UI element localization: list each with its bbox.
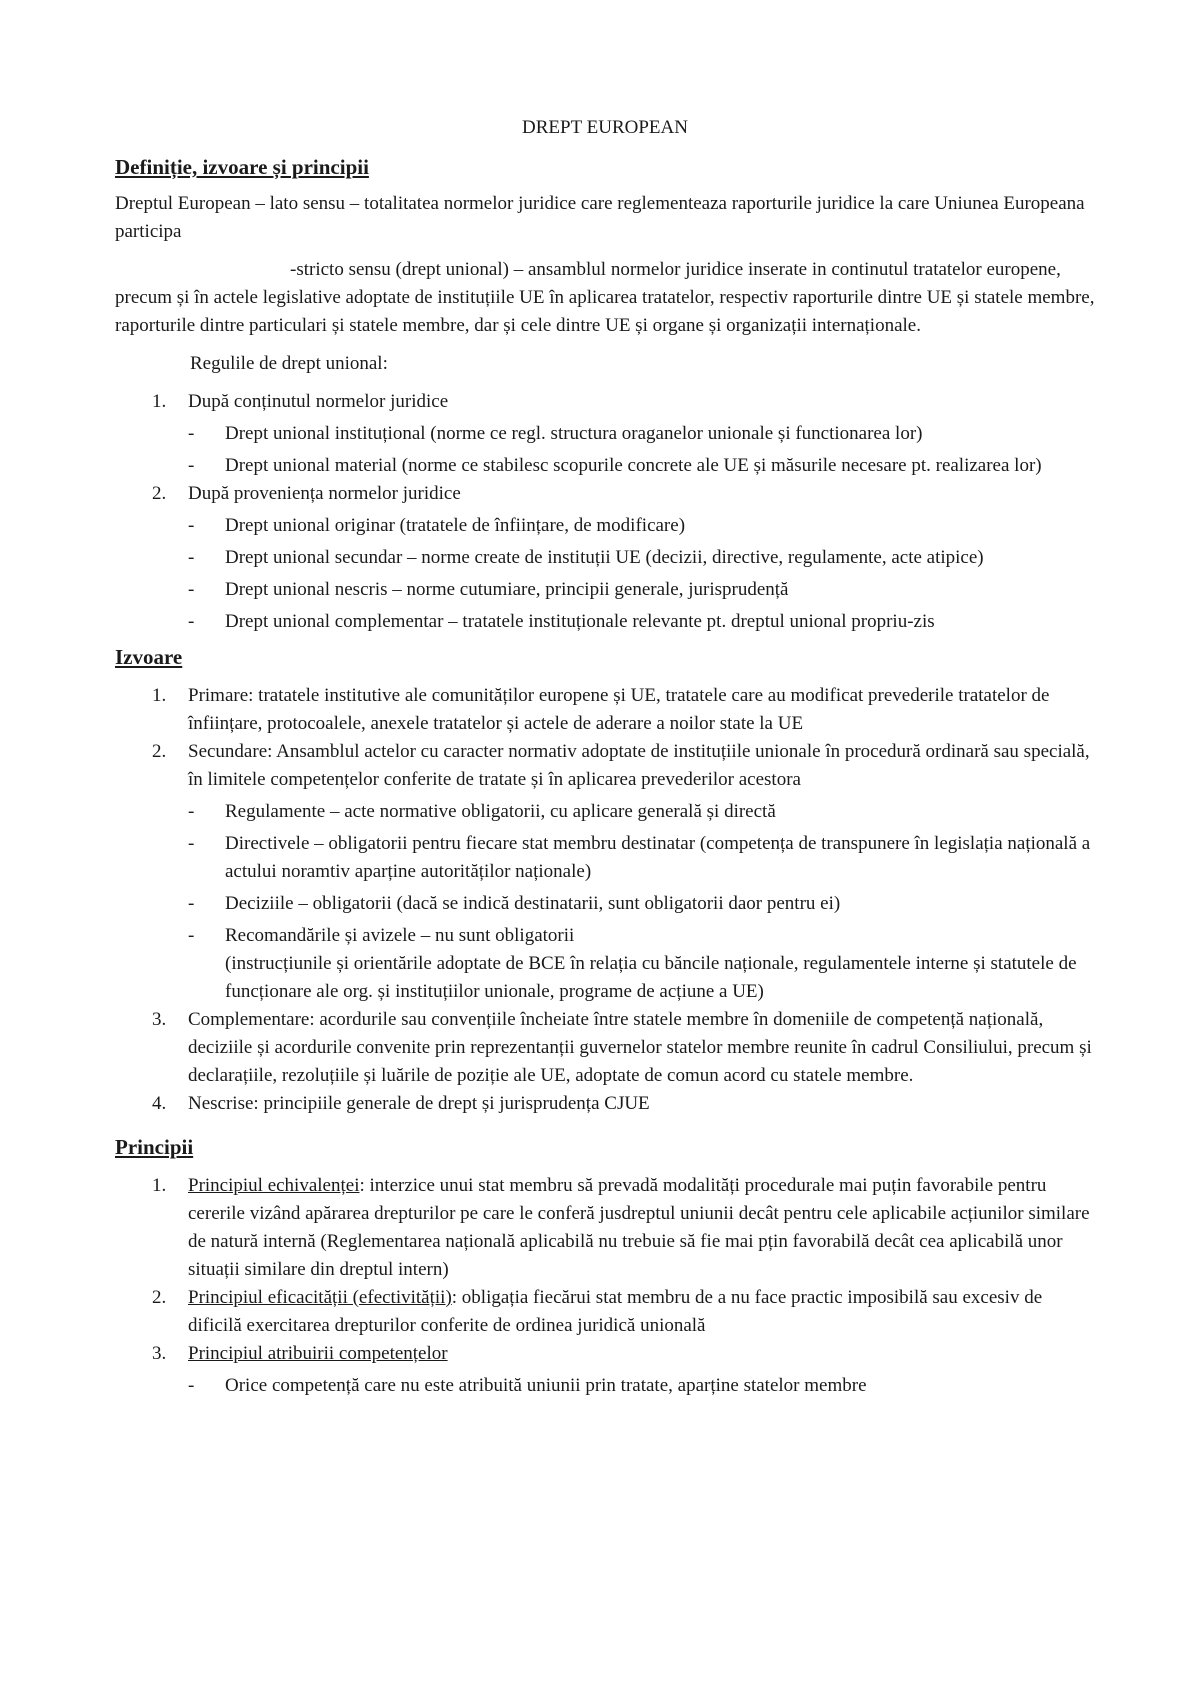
sub-list-item-text: Orice competență care nu este atribuită uniunii prin tratate, aparține statelor membre — [225, 1375, 867, 1396]
principle-label: Principiul echivalenței — [188, 1175, 360, 1196]
sub-list-item — [188, 1372, 1095, 1400]
list-number: 1. — [152, 1175, 167, 1196]
sub-list-item — [188, 544, 1095, 572]
list-item — [115, 1340, 1095, 1400]
document-body — [115, 114, 1095, 1400]
list-number: 4. — [152, 1093, 167, 1114]
sub-list — [188, 1372, 1095, 1400]
list-number: 3. — [152, 1009, 167, 1030]
sub-list-item-text: Regulamente – acte normative obligatorii, cu aplicare generală și directă — [225, 801, 776, 822]
paragraph-lato-sensu: Dreptul European – lato sensu – totalitatea normelor juridice care reglementeaza raporturile juridice la care Uniunea Europeana participa — [115, 193, 1085, 242]
sub-list-item — [188, 890, 1095, 918]
list-item-text: După conținutul normelor juridice — [188, 391, 449, 412]
sub-list-item-text: Deciziile – obligatorii (dacă se indică destinatarii, sunt obligatorii daor pentru ei) — [225, 893, 841, 914]
sub-list-item — [188, 608, 1095, 636]
dash-bullet: - — [188, 423, 195, 444]
sub-list-item-note: (instrucțiunile și orientările adoptate de BCE în relația cu băncile naționale, regulamentele interne și statutele de funcționare ale org. și instituțiilor unionale, programe de acțiune a UE) — [225, 953, 1077, 1002]
sub-list-item-text: Drept unional material (norme ce stabilesc scopurile concrete ale UE și măsurile necesare pt. realizarea lor) — [225, 455, 1042, 476]
paragraph-reguli: Regulile de drept unional: — [190, 353, 388, 374]
paragraph-stricto-sensu: -stricto sensu (drept unional) – ansamblul normelor juridice inserate in continutul tratatelor europene, precum și în actele legislative adoptate de instituțiile UE în aplicarea tratatelor, respectiv raporturile dintre UE și statele membre, raporturile dintre particulari și statele membre, dar și cele dintre UE și organe și organizații internaționale. — [115, 259, 1095, 336]
principle-label: Principiul atribuirii competențelor — [188, 1343, 448, 1364]
list-item — [115, 1172, 1095, 1284]
sub-list-item — [188, 830, 1095, 886]
document-title: DREPT EUROPEAN — [522, 117, 688, 138]
list-izvoare — [115, 682, 1095, 1118]
sub-list-item — [188, 922, 1095, 1006]
section-heading-principii: Principii — [115, 1135, 194, 1159]
list-item — [115, 1006, 1095, 1090]
sub-list — [188, 798, 1095, 1006]
dash-bullet: - — [188, 833, 195, 854]
list-item — [115, 480, 1095, 636]
sub-list — [188, 420, 1095, 480]
list-item — [115, 1090, 1095, 1118]
list-item-text: Primare: tratatele institutive ale comunităților europene și UE, tratatele care au modificat prevederile tratatelor de înființare, protocoalele, anexele tratatelor și actele de aderare a noilor state la UE — [188, 685, 1050, 734]
list-item-text: După proveniența normelor juridice — [188, 483, 461, 504]
sub-list-item — [188, 512, 1095, 540]
list-item-text: : interzice unui stat membru să prevadă modalități procedurale mai puțin favorabile pentru cererile vizând apărarea drepturilor pe care le conferă jusdreptul uniunii decât pentru cele aplicabile acțiunilor similare de natură internă (Reglementarea națională aplicabilă nu trebuie să fie mai pțin favorabilă decât cea aplicabilă unor situații similare din dreptul intern) — [188, 1175, 1090, 1280]
list-item-text: Secundare: Ansamblul actelor cu caracter normativ adoptate de instituțiile unionale în procedură ordinară sau specială, în limitele competențelor conferite de tratate și în aplicarea prevederilor acestora — [188, 741, 1090, 790]
list-reguli — [115, 388, 1095, 636]
sub-list — [188, 512, 1095, 636]
list-number: 1. — [152, 391, 167, 412]
section-heading-definitie: Definiție, izvoare și principii — [115, 155, 369, 179]
dash-bullet: - — [188, 455, 195, 476]
list-item — [115, 1284, 1095, 1340]
list-item-text: Complementare: acordurile sau convențiile încheiate între statele membre în domeniile de competență națională, deciziile și acordurile convenite prin reprezentanții guvernelor statelor membre reunite în cadrul Consiliului, precum și declarațiile, rezoluțiile și luările de poziție ale UE, adoptate de comun acord cu statele membre. — [188, 1009, 1092, 1086]
list-principii — [115, 1172, 1095, 1400]
list-number: 2. — [152, 483, 167, 504]
list-item — [115, 388, 1095, 480]
section-heading-izvoare: Izvoare — [115, 645, 183, 669]
dash-bullet: - — [188, 925, 195, 946]
list-item — [115, 682, 1095, 738]
dash-bullet: - — [188, 611, 195, 632]
list-item-text: Nescrise: principiile generale de drept și jurisprudența CJUE — [188, 1093, 650, 1114]
sub-list-item-text: Directivele – obligatorii pentru fiecare stat membru destinatar (competența de transpunere în legislația națională a actului noramtiv aparține autorităților naționale) — [225, 833, 1091, 882]
sub-list-item-text: Drept unional nescris – norme cutumiare, principii generale, jurisprudență — [225, 579, 789, 600]
sub-list-item-text: Drept unional secundar – norme create de instituții UE (decizii, directive, regulamente, acte atipice) — [225, 547, 984, 568]
dash-bullet: - — [188, 515, 195, 536]
sub-list-item — [188, 576, 1095, 604]
sub-list-item — [188, 420, 1095, 448]
sub-list-item — [188, 798, 1095, 826]
dash-bullet: - — [188, 547, 195, 568]
principle-label: Principiul eficacității (efectivității) — [188, 1287, 452, 1308]
dash-bullet: - — [188, 801, 195, 822]
dash-bullet: - — [188, 1375, 195, 1396]
list-number: 3. — [152, 1343, 167, 1364]
dash-bullet: - — [188, 579, 195, 600]
list-number: 2. — [152, 741, 167, 762]
dash-bullet: - — [188, 893, 195, 914]
sub-list-item-text: Drept unional originar (tratatele de înființare, de modificare) — [225, 515, 686, 536]
sub-list-item-text: Recomandările și avizele – nu sunt obligatorii — [225, 925, 575, 946]
list-number: 1. — [152, 685, 167, 706]
sub-list-item-text: Drept unional instituțional (norme ce regl. structura oraganelor unionale și functionarea lor) — [225, 423, 923, 444]
list-item — [115, 738, 1095, 1006]
list-number: 2. — [152, 1287, 167, 1308]
sub-list-item-text: Drept unional complementar – tratatele instituționale relevante pt. dreptul unional propriu-zis — [225, 611, 935, 632]
sub-list-item — [188, 452, 1095, 480]
list-item-text: : obligația fiecărui stat membru de a nu face practic imposibilă sau excesiv de dificilă exercitarea drepturilor conferite de ordinea juridică unională — [188, 1287, 1043, 1336]
